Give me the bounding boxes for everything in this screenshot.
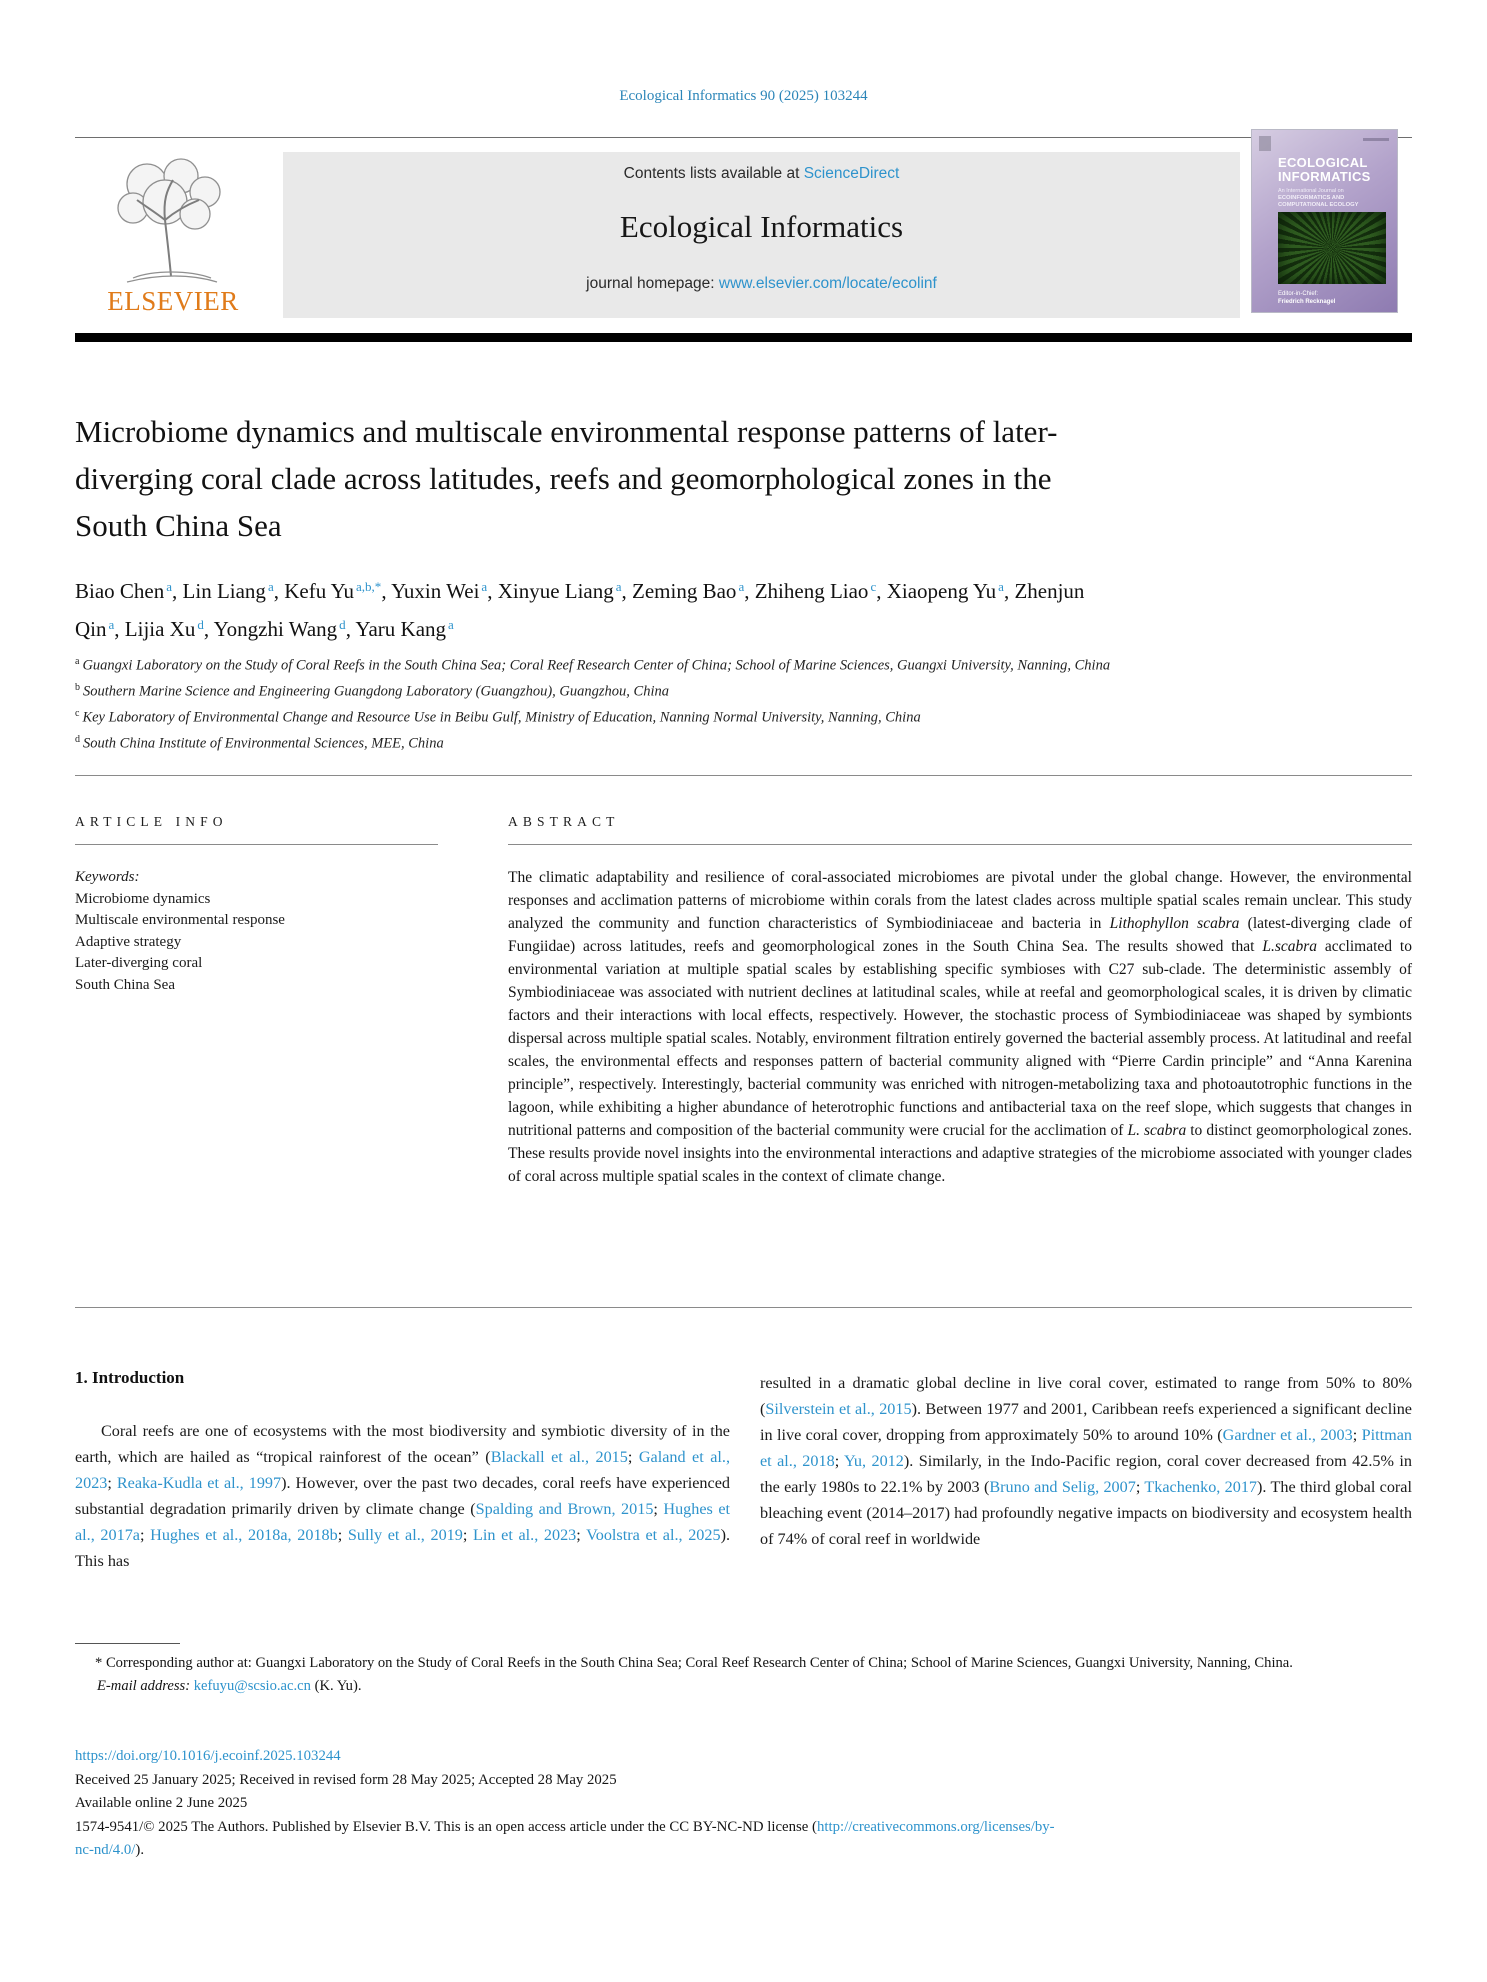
abstract-rule <box>508 844 1412 845</box>
contents-prefix: Contents lists available at <box>623 165 804 182</box>
email-line <box>75 1675 1412 1698</box>
tree-icon <box>79 150 259 290</box>
affiliation-text: Key Laboratory of Environmental Change and Resource Use in Beibu Gulf, Ministry of Education, Nanning Normal University, Nanning, China <box>82 709 921 726</box>
text-segment: ; <box>1135 1478 1145 1496</box>
text-segment: L. scabra <box>1127 1122 1187 1139</box>
text-segment: L.scabra <box>1262 938 1318 955</box>
affiliation-superscript: d <box>75 734 80 745</box>
text-segment: 1574-9541/© 2025 The Authors. Published by Elsevier B.V. This is an open access article under the CC BY-NC-ND license ( <box>75 1818 817 1835</box>
text-segment: Zhenjun Qin <box>75 579 1085 642</box>
text-segment: ). Between 1977 and 2001, Caribbean reefs experienced a significant decline in live coral cover, dropping from approximately 50% to around 10% ( <box>760 1400 1412 1444</box>
text-segment: Biao Chen <box>75 579 165 604</box>
abstract-column <box>508 806 1412 1188</box>
journal-cover-thumbnail <box>1252 130 1397 312</box>
text-segment: ). This has <box>75 1526 731 1570</box>
info-top-rule <box>75 775 1412 776</box>
article-info-heading: ARTICLE INFO <box>75 814 228 829</box>
text-segment: * Corresponding author at: Guangxi Laboratory on the Study of Coral Reefs in the South China Sea; Coral Reef Research Center of China; School of Marine Sciences, Guangxi University, Nanning, China. <box>95 1655 1293 1671</box>
abstract-bottom-rule <box>75 1307 1412 1308</box>
publication-info-block <box>75 1745 1412 1863</box>
inline-link[interactable]: Reaka-Kudla et al., 1997 <box>116 1474 282 1492</box>
abstract-text <box>508 866 1412 1188</box>
keyword-item: Microbiome dynamics <box>75 890 211 907</box>
article-info-rule <box>75 844 438 845</box>
text-segment: ; <box>653 1500 664 1518</box>
text-segment: ; <box>107 1474 117 1492</box>
text-segment: a <box>108 617 115 633</box>
text-segment: to distinct geomorphological zones. These results provide novel insights into the environmental interactions and adaptive strategies of the microbiome associated with younger clades of coral across multiple spatial scales in the context of climate change. <box>508 1122 1412 1185</box>
received-line: Received 25 January 2025; Received in revised form 28 May 2025; Accepted 28 May 2025 <box>75 1771 617 1788</box>
text-segment: Xinyue Liang <box>497 579 614 604</box>
intro-right-column <box>760 1368 1412 1552</box>
affiliation-item <box>75 703 1405 729</box>
available-online-line: Available online 2 June 2025 <box>75 1795 248 1811</box>
text-segment: Yaru Kang <box>355 617 447 642</box>
running-head-citation: Ecological Informatics 90 (2025) 103244 <box>619 88 868 104</box>
cover-subtitle <box>1278 188 1359 209</box>
text-segment: (K. Yu). <box>310 1678 362 1694</box>
keyword-item: Later-diverging coral <box>75 955 203 971</box>
text-segment: ; <box>1352 1426 1362 1444</box>
affiliation-superscript: a <box>75 656 80 667</box>
affiliation-item <box>75 651 1405 677</box>
keyword-item: Multiscale environmental response <box>75 912 285 928</box>
text-segment: Lin Liang <box>182 579 266 604</box>
text-segment: acclimated to environmental variation at multiple spatial scales by establishing specific symbioses with C27 sub-clade. The deterministic assembly of Symbiodiniaceae was associated with nutrient declines at latitudinal scales, while at reefal and geomorphological scales, it is driven by climatic factors and their interactions with local effects, respectively. However, the stochastic process of Symbiodiniaceae was shaped by symbionts dispersal across multiple spatial scales. Notably, environment filtration entirely governed the bacterial assembly process. At latitudinal and reefal scales, the environmental effects and responses pattern of bacterial community aligned with “Pierre Cardin principle” and “Anna Karenina principle”, respectively. Interestingly, bacterial community was enriched with nitrogen-metabolizing taxa and photoautotrophic functions in the lagoon, while exhibiting a higher abundance of heterotrophic functions and antibacterial taxa on the reef slope, which suggests that changes in nutritional patterns and composition of the bacterial community were crucial for the acclimation of <box>508 938 1412 1139</box>
cover-title <box>1278 156 1371 184</box>
cover-title-line1: ECOLOGICAL <box>1278 155 1368 170</box>
cover-subtitle-line1: An International Journal on <box>1278 188 1344 194</box>
elsevier-tree-logo <box>79 150 259 318</box>
text-segment: , <box>876 579 887 604</box>
affiliation-text: South China Institute of Environmental Sciences, MEE, China <box>83 735 444 752</box>
text-segment: Yongzhi Wang <box>213 617 338 642</box>
text-segment: a,b,* <box>356 579 382 594</box>
cover-artwork <box>1278 212 1386 284</box>
homepage-link[interactable]: www.elsevier.com/locate/ecolinf <box>718 275 937 292</box>
text-segment: , <box>381 579 392 604</box>
footnote-block <box>75 1652 1412 1698</box>
affiliation-item <box>75 677 1405 703</box>
cover-issn-mark <box>1363 138 1389 141</box>
text-segment: , <box>273 579 285 604</box>
journal-title: Ecological Informatics <box>619 209 904 244</box>
text-segment: a <box>738 579 745 594</box>
cover-editor <box>1278 290 1335 306</box>
text-segment: , <box>345 617 356 642</box>
cover-subtitle-line2: ECOINFORMATICS AND <box>1278 195 1345 201</box>
text-segment: ; <box>462 1526 474 1544</box>
contents-line <box>283 165 1240 183</box>
cover-subtitle-line3: COMPUTATIONAL ECOLOGY <box>1278 202 1359 208</box>
text-segment: Xiaopeng Yu <box>886 579 997 604</box>
license-line <box>75 1816 1412 1863</box>
text-segment: d <box>197 617 204 633</box>
inline-link[interactable]: Hughes et al., 2017a <box>75 1500 730 1544</box>
affiliation-text: Guangxi Laboratory on the Study of Coral Reefs in the South China Sea; Coral Reef Research Center of China; School of Marine Sciences, Guangxi University, Nanning, China <box>82 657 1111 674</box>
article-title: Microbiome dynamics and multiscale environmental response patterns of later-diverging coral clade across latitudes, reefs and geomorphological zones in the South China Sea <box>75 414 1058 543</box>
affiliations <box>75 651 1405 755</box>
inline-link[interactable]: Silverstein et al., 2015 <box>765 1400 912 1418</box>
inline-link[interactable]: Sully et al., 2019 <box>347 1526 463 1544</box>
keyword-item: Adaptive strategy <box>75 933 182 950</box>
text-segment: ; <box>627 1448 639 1466</box>
text-segment: a <box>998 579 1004 594</box>
intro-paragraph-right <box>760 1370 1412 1552</box>
text-segment: , <box>172 579 183 604</box>
inline-link[interactable]: Hughes et al., 2018a, 2018b <box>150 1526 338 1544</box>
text-segment: c <box>870 579 877 594</box>
text-segment: ). However, over the past two decades, coral reefs have experienced substantial degradation primarily driven by climate change ( <box>75 1474 730 1518</box>
text-segment: , <box>487 579 498 604</box>
text-segment: Zhiheng Liao <box>754 579 869 604</box>
text-segment: Kefu Yu <box>284 579 355 604</box>
text-segment: Lijia Xu <box>124 617 196 642</box>
text-segment: (latest-diverging clade of Fungiidae) across latitudes, reefs and geomorphological zones in the South China Sea. The results showed that <box>508 915 1412 955</box>
intro-paragraph-left <box>75 1418 730 1574</box>
text-segment: , <box>114 617 125 642</box>
inline-link[interactable]: Yu, 2012 <box>844 1452 904 1470</box>
intro-left-column <box>75 1368 730 1574</box>
affiliation-text: Southern Marine Science and Engineering Guangdong Laboratory (Guangzhou), Guangzhou, China <box>83 683 669 700</box>
corresponding-author-note <box>75 1652 1412 1675</box>
text-segment: ). <box>135 1842 145 1858</box>
inline-link[interactable]: Pittman et al., 2018 <box>760 1426 1412 1470</box>
inline-link[interactable]: nc-nd/4.0/ <box>75 1842 136 1858</box>
abstract-heading: ABSTRACT <box>508 814 620 829</box>
text-segment: E-mail address: <box>97 1678 194 1694</box>
article-info-column <box>75 806 438 996</box>
inline-link[interactable]: Lin et al., 2023 <box>473 1526 577 1544</box>
text-segment: , <box>744 579 755 604</box>
affiliation-superscript: b <box>75 682 80 693</box>
journal-header-band <box>75 152 1412 318</box>
cover-mini-elsevier-logo <box>1259 136 1271 151</box>
cover-editor-name: Friedrich Recknagel <box>1278 299 1336 305</box>
text-segment: ; <box>139 1526 151 1544</box>
text-segment: a <box>481 579 488 594</box>
cover-title-line2: INFORMATICS <box>1278 169 1371 184</box>
inline-link[interactable]: Voolstra et al., 2025 <box>586 1526 721 1544</box>
text-segment: Yuxin Wei <box>391 579 480 604</box>
text-segment: ; <box>834 1452 845 1470</box>
sciencedirect-link[interactable]: ScienceDirect <box>803 165 900 182</box>
author-list <box>75 570 1090 646</box>
cover-editor-label: Editor-in-Chief: <box>1278 291 1319 297</box>
footnote-rule <box>75 1643 180 1644</box>
affiliation-superscript: c <box>75 708 80 719</box>
affiliation-item <box>75 729 1405 755</box>
intro-heading: 1. Introduction <box>75 1368 185 1387</box>
text-segment: , <box>1003 579 1015 604</box>
inline-link[interactable]: kefuyu@scsio.ac.cn <box>193 1678 311 1694</box>
header-black-bar <box>75 333 1412 342</box>
doi-link[interactable]: https://doi.org/10.1016/j.ecoinf.2025.103244 <box>75 1748 341 1764</box>
text-segment: a <box>448 617 454 633</box>
inline-link[interactable]: Spalding and Brown, 2015 <box>475 1500 654 1518</box>
text-segment: , <box>621 579 633 604</box>
keywords-list <box>75 889 438 997</box>
journal-header-box <box>283 152 1240 318</box>
inline-link[interactable]: Tkachenko, 2017 <box>1144 1478 1258 1496</box>
keyword-item: South China Sea <box>75 976 175 993</box>
text-segment: ). The third global coral bleaching event (2014–2017) had profoundly negative impacts on biodiversity and ecosystem health of 74% of coral reef in worldwide <box>760 1478 1412 1548</box>
text-segment: a <box>615 579 622 594</box>
elsevier-wordmark: ELSEVIER <box>107 286 239 316</box>
text-segment: ). Similarly, in the Indo-Pacific region, coral cover decreased from 42.5% in the early 1980s to 22.1% by 2003 ( <box>760 1452 1412 1496</box>
text-segment: Lithophyllon scabra <box>1109 915 1240 932</box>
text-segment: , <box>203 617 214 642</box>
text-segment: a <box>166 579 173 594</box>
text-segment: ; <box>576 1526 587 1544</box>
inline-link[interactable]: Galand et al., 2023 <box>75 1448 730 1492</box>
text-segment: The climatic adaptability and resilience of coral-associated microbiomes are pivotal under the global change. However, the environmental responses and acclimation patterns of microbiome within corals from the latest clades across multiple spatial scales remain unclear. This study analyzed the community and function characteristics of Symbiodiniaceae and bacteria in <box>508 869 1412 932</box>
keywords-label: Keywords: <box>75 869 140 885</box>
header-top-rule <box>75 137 1412 138</box>
text-segment: ; <box>337 1526 348 1544</box>
text-segment: d <box>339 617 346 633</box>
inline-link[interactable]: Gardner et al., 2003 <box>1222 1426 1353 1444</box>
homepage-line <box>283 275 1240 293</box>
text-segment: Zeming Bao <box>632 579 737 604</box>
text-segment: a <box>267 579 274 594</box>
inline-link[interactable]: http://creativecommons.org/licenses/by- <box>816 1818 1055 1835</box>
text-segment: resulted in a dramatic global decline in live coral cover, estimated to range from 50% to 80% ( <box>760 1374 1412 1418</box>
text-segment: Coral reefs are one of ecosystems with the most biodiversity and symbiotic diversity of in the earth, which are hailed as “tropical rainforest of the ocean” ( <box>75 1422 730 1466</box>
inline-link[interactable]: Bruno and Selig, 2007 <box>989 1478 1136 1496</box>
inline-link[interactable]: Blackall et al., 2015 <box>490 1448 628 1466</box>
homepage-prefix: journal homepage: <box>586 275 719 292</box>
